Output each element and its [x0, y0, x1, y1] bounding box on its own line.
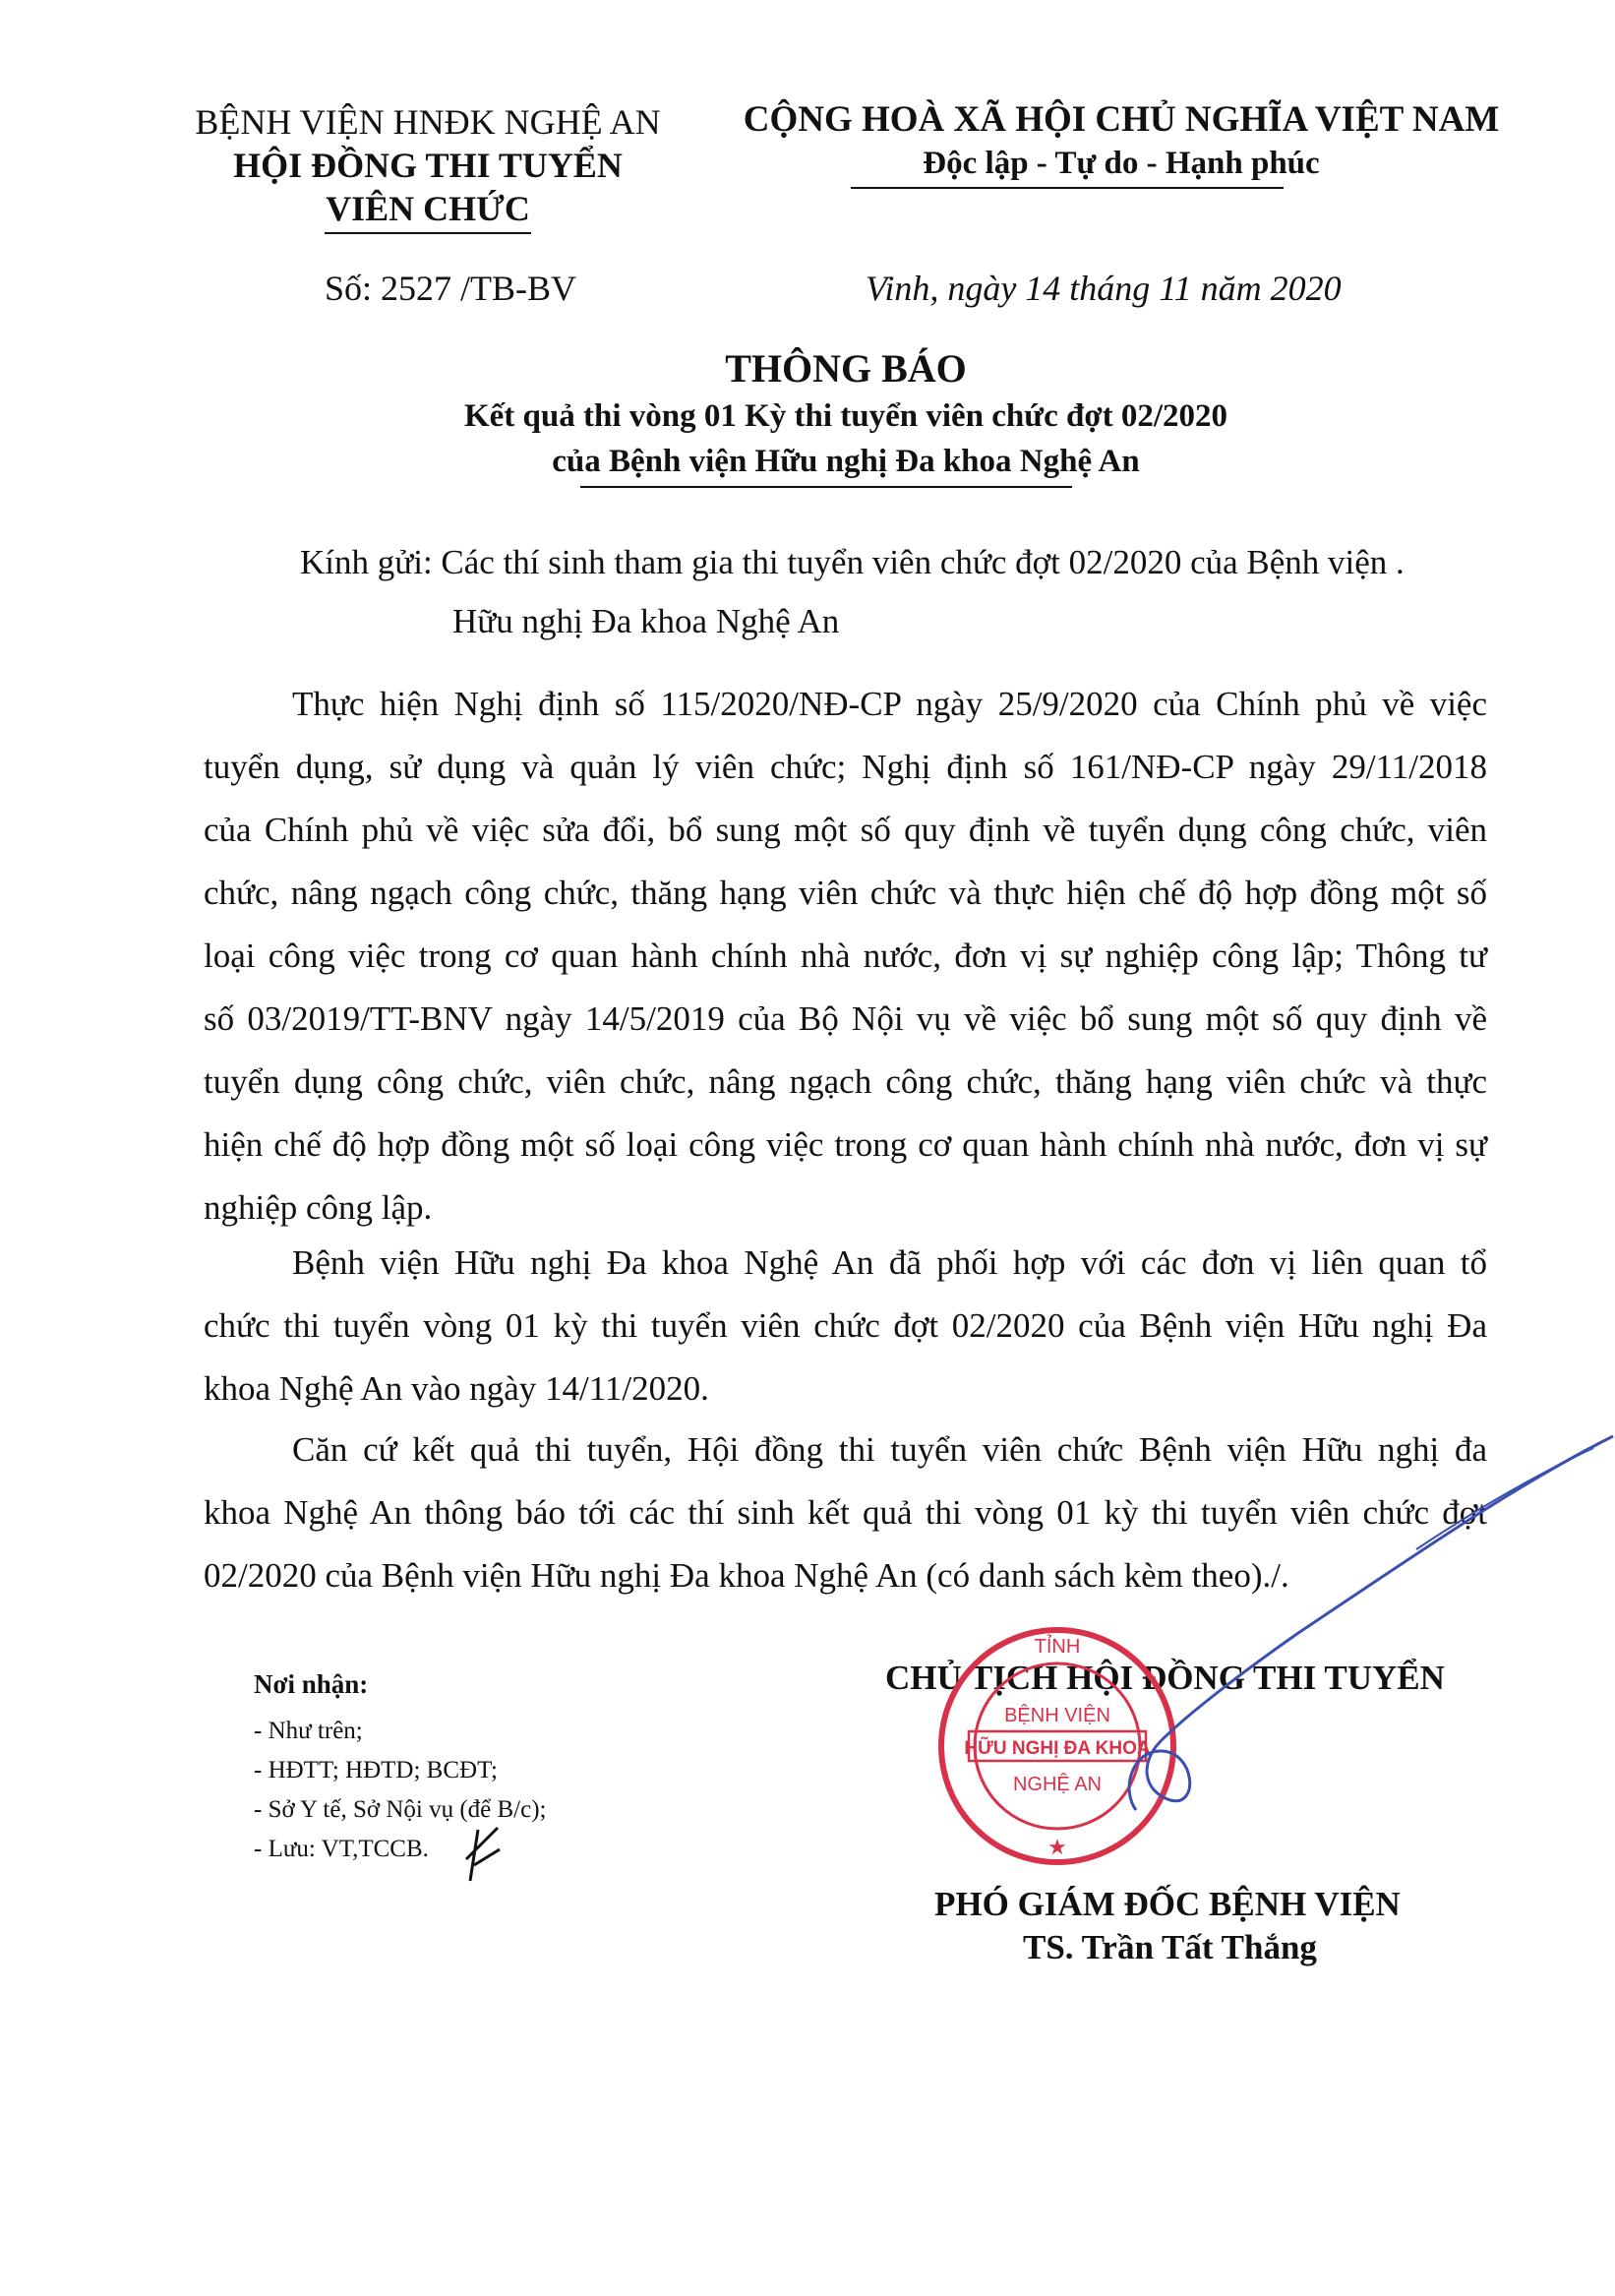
recipient-item: - Sở Y tế, Sở Nội vụ (để B/c);	[254, 1796, 547, 1823]
body-line: của Chính phủ về việc sửa đổi, bổ sung một số quy định về tuyển dụng công chức, viên	[204, 811, 1487, 849]
seal-line-2: HỮU NGHỊ ĐA KHOA	[964, 1738, 1151, 1759]
document-number: Số: 2527 /TB-BV	[325, 269, 577, 308]
body-line: Bệnh viện Hữu nghị Đa khoa Nghệ An đã phối hợp với các đơn vị liên quan tổ	[292, 1243, 1487, 1282]
body-line: Thực hiện Nghị định số 115/2020/NĐ-CP ngày 25/9/2020 của Chính phủ về việc	[292, 685, 1487, 723]
title-subtitle-2: của Bệnh viện Hữu nghị Đa khoa Nghệ An	[552, 444, 1140, 479]
left-header-divider	[325, 232, 531, 234]
recipient-item: - Như trên;	[254, 1718, 363, 1744]
org-line-2: HỘI ĐỒNG THI TUYỂN	[233, 146, 623, 185]
issuing-organization	[148, 100, 708, 230]
recipient-line-1: Kính gửi: Các thí sinh tham gia thi tuyển viên chức đợt 02/2020 của Bệnh viện .	[300, 543, 1405, 581]
body-line: khoa Nghệ An thông báo tới các thí sinh kết quả thi vòng 01 kỳ thi tuyển viên chức đợt	[204, 1493, 1487, 1532]
body-line: nghiệp công lập.	[204, 1188, 433, 1227]
svg-text:★: ★	[1047, 1835, 1067, 1859]
title-main: THÔNG BÁO	[725, 346, 967, 391]
recipient-item: - Lưu: VT,TCCB.	[254, 1836, 429, 1862]
national-name: CỘNG HOÀ XÃ HỘI CHỦ NGHĨA VIỆT NAM	[743, 99, 1500, 140]
signer-role: PHÓ GIÁM ĐỐC BỆNH VIỆN	[934, 1885, 1401, 1923]
signature-title: CHỦ TỊCH HỘI ĐỒNG THI TUYỂN	[885, 1659, 1445, 1697]
body-line: tuyển dụng, sử dụng và quản lý viên chức; Nghị định số 161/NĐ-CP ngày 29/11/2018	[204, 748, 1487, 786]
signer-name: TS. Trần Tất Thắng	[1023, 1928, 1317, 1966]
org-line-1: BỆNH VIỆN HNĐK NGHỆ AN	[195, 102, 661, 142]
body-line: khoa Nghệ An vào ngày 14/11/2020.	[204, 1369, 709, 1408]
recipient-item: - HĐTT; HĐTD; BCĐT;	[254, 1757, 498, 1783]
seal-top-text: TỈNH	[1034, 1636, 1081, 1658]
document-title	[0, 344, 1615, 484]
body-line: chức, nâng ngạch công chức, thăng hạng viên chức và thực hiện chế độ hợp đồng một số	[204, 874, 1487, 912]
body-line: loại công việc trong cơ quan hành chính nhà nước, đơn vị sự nghiệp công lập; Thông tư	[204, 937, 1487, 975]
seal-line-1: BỆNH VIỆN	[1004, 1705, 1110, 1726]
document-date: Vinh, ngày 14 tháng 11 năm 2020	[866, 269, 1342, 308]
body-line: chức thi tuyển vòng 01 kỳ thi tuyển viên chức đợt 02/2020 của Bệnh viện Hữu nghị Đa	[204, 1306, 1487, 1345]
recipients-title: Nơi nhận:	[254, 1669, 369, 1699]
recipient-line-2: Hữu nghị Đa khoa Nghệ An	[452, 602, 840, 640]
handwritten-signature-icon	[1102, 1417, 1615, 1830]
body-line: tuyển dụng công chức, viên chức, nâng ngạch công chức, thăng hạng viên chức và thực	[204, 1062, 1487, 1101]
body-line: Căn cứ kết quả thi tuyển, Hội đồng thi tuyển viên chức Bệnh viện Hữu nghị đa	[292, 1430, 1487, 1469]
body-line: hiện chế độ hợp đồng một số loại công việc trong cơ quan hành chính nhà nước, đơn vị sự	[204, 1125, 1487, 1164]
national-header	[688, 98, 1554, 185]
initials-scribble-icon	[460, 1820, 504, 1889]
motto-underline	[851, 187, 1284, 189]
seal-line-3: NGHỆ AN	[1012, 1774, 1103, 1795]
title-underline	[580, 486, 1072, 488]
org-line-3: VIÊN CHỨC	[326, 189, 530, 228]
national-motto: Độc lập - Tự do - Hạnh phúc	[923, 146, 1320, 181]
body-line: 02/2020 của Bệnh viện Hữu nghị Đa khoa Nghệ An (có danh sách kèm theo)./.	[204, 1556, 1289, 1595]
body-line: số 03/2019/TT-BNV ngày 14/5/2019 của Bộ Nội vụ về việc bổ sung một số quy định về	[204, 999, 1487, 1038]
title-subtitle-1: Kết quả thi vòng 01 Kỳ thi tuyển viên chức đợt 02/2020	[463, 398, 1228, 434]
